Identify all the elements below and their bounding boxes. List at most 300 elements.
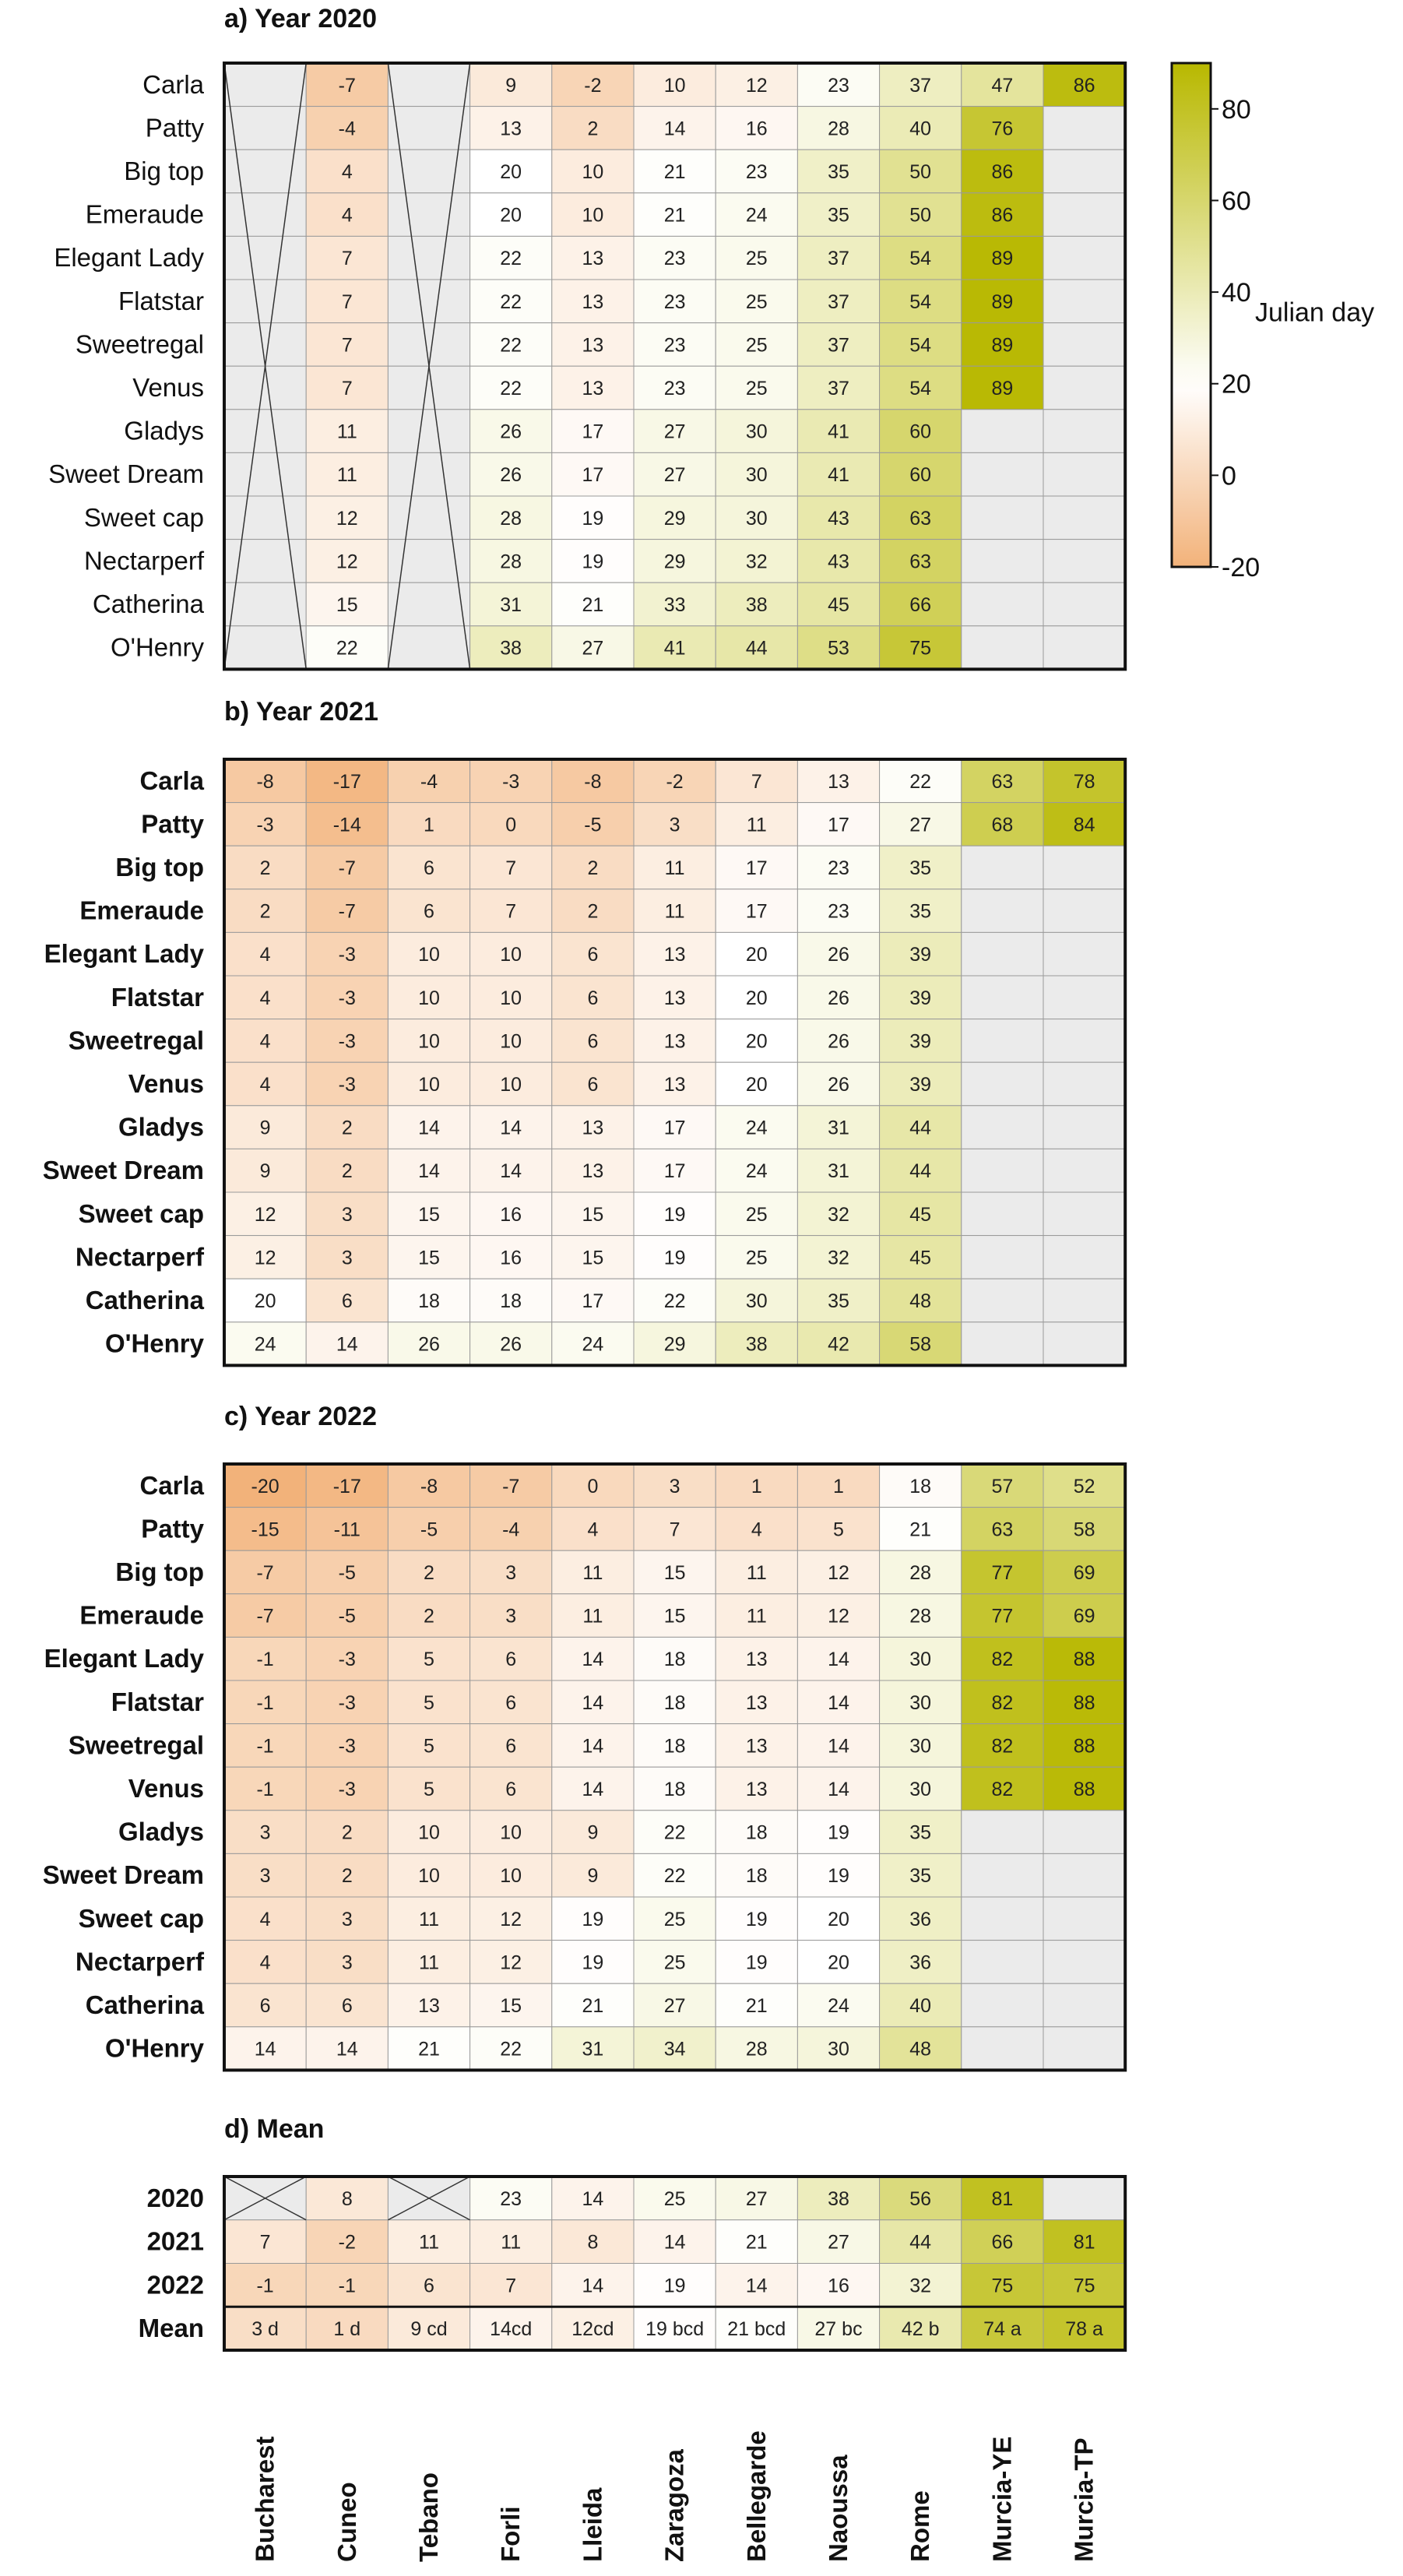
cell-value: 11 <box>746 814 767 836</box>
cell-value: 7 <box>505 2275 517 2297</box>
cell-value: 23 <box>663 334 686 357</box>
cell-value: 14 <box>582 2187 604 2210</box>
cell-value: 35 <box>909 857 932 879</box>
heatmap-cell <box>1043 410 1125 453</box>
cell-value: 75 <box>1073 2275 1095 2297</box>
cell-value: 18 <box>500 1290 522 1312</box>
heatmap-cell <box>962 1322 1043 1366</box>
cell-value: 17 <box>582 421 604 443</box>
heatmap-cell <box>1043 366 1125 410</box>
cell-value: 18 <box>663 1649 686 1671</box>
cell-value: 12 <box>828 1562 849 1584</box>
row-label: Catherina <box>85 1286 204 1314</box>
column-label: Cuneo <box>332 2482 361 2562</box>
cell-value: 14 <box>336 2038 358 2060</box>
cell-value: -1 <box>256 1691 274 1714</box>
cell-value: -3 <box>256 814 274 836</box>
column-label: Rome <box>905 2490 935 2562</box>
cell-value: 1 <box>751 1475 762 1497</box>
cell-value: 21 <box>418 2038 440 2060</box>
cell-value: 2 <box>259 857 271 879</box>
cell-value: 22 <box>909 770 932 793</box>
heatmap-cell <box>962 976 1043 1019</box>
cell-value: 10 <box>418 1865 440 1888</box>
cell-value: 88 <box>1073 1779 1095 1800</box>
cell-value: 12 <box>500 1908 522 1930</box>
cell-value: 26 <box>828 1030 849 1053</box>
column-label: Murcia-YE <box>987 2436 1017 2562</box>
cell-value: 48 <box>909 2038 932 2060</box>
cell-value: 24 <box>745 204 768 227</box>
cell-value: 2 <box>587 118 599 140</box>
cell-value: 4 <box>259 1074 271 1096</box>
cell-value: -3 <box>338 1649 356 1671</box>
heatmap-cell <box>1043 1062 1125 1106</box>
cell-value: 82 <box>991 1735 1014 1758</box>
cell-value: 26 <box>500 1333 522 1356</box>
cell-value: 10 <box>500 944 522 966</box>
cell-value: 14 <box>828 1735 849 1758</box>
cell-value: 10 <box>500 1074 522 1096</box>
cell-value: 14 <box>336 1333 358 1356</box>
cell-value: -3 <box>338 1735 356 1758</box>
cell-value: 78 a <box>1065 2318 1103 2341</box>
heatmap-cell <box>962 1062 1043 1106</box>
cell-value: 26 <box>418 1333 440 1356</box>
cell-value: 1 <box>833 1475 844 1497</box>
cell-value: 40 <box>909 1995 932 2017</box>
cell-value: 14 <box>828 1649 849 1671</box>
cell-value: 35 <box>909 1865 932 1888</box>
cell-value: -7 <box>338 900 356 923</box>
cell-value: 89 <box>991 290 1014 313</box>
cell-value: 5 <box>424 1735 434 1758</box>
row-label: Gladys <box>118 1112 204 1142</box>
cell-value: 7 <box>341 290 353 313</box>
cell-value: 16 <box>500 1247 522 1269</box>
heatmap-cell <box>962 1149 1043 1192</box>
heatmap-cell <box>388 236 469 280</box>
heatmap-cell <box>1043 193 1125 237</box>
cell-value: 17 <box>663 1160 686 1183</box>
cell-value: 10 <box>500 1821 522 1844</box>
cell-value: 20 <box>745 1030 768 1053</box>
cell-value: 21 <box>663 161 686 183</box>
cell-value: 13 <box>745 1691 768 1714</box>
cell-value: 69 <box>1073 1605 1095 1628</box>
cell-value: 10 <box>418 1821 440 1844</box>
cell-value: 11 <box>582 1562 603 1584</box>
cell-value: 45 <box>828 594 849 616</box>
cell-value: 24 <box>254 1333 276 1356</box>
cell-value: 20 <box>828 1951 849 1974</box>
cell-value: 3 <box>259 1821 271 1844</box>
cell-value: 12 <box>745 74 768 97</box>
cell-value: 6 <box>424 900 434 923</box>
row-label: Sweetregal <box>68 1026 204 1055</box>
cell-value: 23 <box>663 248 686 270</box>
cell-value: -1 <box>256 1779 274 1800</box>
cell-value: 3 <box>505 1605 517 1628</box>
cell-value: 42 <box>828 1333 849 1356</box>
cell-value: 30 <box>909 1691 932 1714</box>
cell-value: 32 <box>909 2275 932 2297</box>
heatmap-cell <box>388 366 469 410</box>
cell-value: 22 <box>663 1821 686 1844</box>
heatmap-cell <box>224 582 306 626</box>
cell-value: 66 <box>991 2231 1014 2254</box>
cell-value: 2 <box>424 1562 434 1584</box>
cell-value: 53 <box>828 637 849 660</box>
cell-value: 14 <box>663 2231 686 2254</box>
heatmap-cell <box>1043 582 1125 626</box>
cell-value: 44 <box>909 2231 932 2254</box>
cell-value: 27 <box>663 421 686 443</box>
cell-value: 15 <box>336 594 358 616</box>
cell-value: 14 <box>500 1117 522 1139</box>
heatmap-cell <box>962 1811 1043 1854</box>
colorbar-tick-label: -20 <box>1222 553 1261 582</box>
cell-value: 60 <box>909 464 932 487</box>
cell-value: 18 <box>663 1779 686 1800</box>
cell-value: -8 <box>420 1475 438 1497</box>
cell-value: 44 <box>909 1117 932 1139</box>
cell-value: 5 <box>424 1649 434 1671</box>
cell-value: 35 <box>909 1821 932 1844</box>
panel-title: a) Year 2020 <box>224 4 377 33</box>
cell-value: 2 <box>259 900 271 923</box>
cell-value: 50 <box>909 204 932 227</box>
heatmap-cell <box>962 626 1043 670</box>
cell-value: 4 <box>341 161 353 183</box>
cell-value: 20 <box>745 944 768 966</box>
cell-value: 24 <box>828 1995 849 2017</box>
heatmap-cell <box>1043 1106 1125 1149</box>
cell-value: 44 <box>909 1160 932 1183</box>
cell-value: 25 <box>745 378 768 399</box>
cell-value: 26 <box>500 464 522 487</box>
cell-value: 77 <box>991 1605 1014 1628</box>
heatmap-cell <box>962 932 1043 976</box>
cell-value: -7 <box>502 1475 520 1497</box>
cell-value: 6 <box>505 1735 517 1758</box>
heatmap-cell <box>224 236 306 280</box>
cell-value: -7 <box>338 857 356 879</box>
heatmap-cell <box>388 63 469 107</box>
cell-value: 15 <box>582 1203 604 1226</box>
cell-value: 86 <box>991 161 1014 183</box>
heatmap-cell <box>962 410 1043 453</box>
cell-value: 11 <box>501 2231 522 2254</box>
cell-value: 13 <box>663 944 686 966</box>
cell-value: 54 <box>909 378 932 399</box>
cell-value: 18 <box>909 1475 932 1497</box>
cell-value: 30 <box>909 1779 932 1800</box>
cell-value: 4 <box>259 1951 271 1974</box>
cell-value: 13 <box>663 1074 686 1096</box>
cell-value: 13 <box>500 118 522 140</box>
heatmap-cell <box>1043 626 1125 670</box>
cell-value: 12 <box>254 1203 276 1226</box>
cell-value: 54 <box>909 334 932 357</box>
heatmap-cell <box>388 280 469 323</box>
cell-value: 22 <box>500 290 522 313</box>
cell-value: 6 <box>341 1290 353 1312</box>
row-label: Sweet Dream <box>42 1860 204 1890</box>
row-label: Nectarperf <box>75 1947 204 1976</box>
cell-value: -7 <box>256 1605 274 1628</box>
row-label: O'Henry <box>104 2033 204 2063</box>
cell-value: 6 <box>587 987 599 1009</box>
cell-value: 58 <box>909 1333 932 1356</box>
cell-value: 81 <box>991 2187 1014 2210</box>
cell-value: 11 <box>419 1908 439 1930</box>
heatmap-cell <box>1043 236 1125 280</box>
cell-value: 23 <box>828 900 849 923</box>
cell-value: 13 <box>582 334 604 357</box>
cell-value: 82 <box>991 1649 1014 1671</box>
cell-value: 11 <box>746 1605 767 1628</box>
heatmap-cell <box>1043 2027 1125 2071</box>
cell-value: 10 <box>500 987 522 1009</box>
cell-value: 29 <box>663 507 686 530</box>
cell-value: 9 <box>587 1821 599 1844</box>
cell-value: 20 <box>500 204 522 227</box>
cell-value: 21 <box>745 1995 768 2017</box>
cell-value: 23 <box>663 378 686 399</box>
heatmap-cell <box>224 63 306 107</box>
cell-value: 63 <box>909 551 932 573</box>
cell-value: 39 <box>909 1030 932 1053</box>
cell-value: 27 <box>909 814 932 836</box>
cell-value: 15 <box>418 1203 440 1226</box>
cell-value: 2 <box>341 1865 353 1888</box>
cell-value: 31 <box>828 1160 849 1183</box>
cell-value: -4 <box>420 770 438 793</box>
cell-value: 30 <box>909 1735 932 1758</box>
row-label: Elegant Lady <box>44 1644 204 1673</box>
cell-value: 37 <box>828 290 849 313</box>
cell-value: 11 <box>664 857 685 879</box>
cell-value: 10 <box>418 944 440 966</box>
row-label: Carla <box>142 69 204 99</box>
cell-value: 41 <box>828 421 849 443</box>
cell-value: 3 <box>505 1562 517 1584</box>
cell-value: 88 <box>1073 1649 1095 1671</box>
colorbar-tick-label: 0 <box>1222 461 1236 491</box>
row-label: Sweet cap <box>78 1198 204 1228</box>
cell-value: 27 bc <box>814 2318 863 2341</box>
column-label: Bucharest <box>250 2436 280 2562</box>
cell-value: 7 <box>505 857 517 879</box>
cell-value: -5 <box>338 1605 356 1628</box>
cell-value: 25 <box>663 1951 686 1974</box>
column-label: Zaragoza <box>659 2449 689 2562</box>
cell-value: 39 <box>909 1074 932 1096</box>
cell-value: 13 <box>582 1160 604 1183</box>
row-label: 2021 <box>146 2226 204 2256</box>
cell-value: -8 <box>256 770 274 793</box>
heatmap-cell <box>1043 1811 1125 1854</box>
cell-value: 41 <box>828 464 849 487</box>
cell-value: 30 <box>745 1290 768 1312</box>
heatmap-cell <box>1043 1279 1125 1322</box>
column-label: Bellegarde <box>741 2430 771 2562</box>
cell-value: 4 <box>259 1030 271 1053</box>
heatmap-cell <box>1043 1236 1125 1279</box>
cell-value: -17 <box>332 770 361 793</box>
cell-value: 3 <box>341 1908 353 1930</box>
cell-value: 19 <box>745 1951 768 1974</box>
row-label: Elegant Lady <box>54 243 204 273</box>
row-label: Emeraude <box>79 896 204 925</box>
cell-value: 21 <box>582 1995 604 2017</box>
cell-value: 32 <box>828 1203 849 1226</box>
cell-value: 88 <box>1073 1691 1095 1714</box>
cell-value: -11 <box>333 1519 360 1541</box>
cell-value: 4 <box>259 987 271 1009</box>
cell-value: 43 <box>828 507 849 530</box>
cell-value: 60 <box>909 421 932 443</box>
heatmap-cell <box>962 540 1043 583</box>
row-label: Big top <box>115 853 204 882</box>
cell-value: 26 <box>828 987 849 1009</box>
cell-value: 12 <box>828 1605 849 1628</box>
cell-value: 17 <box>582 464 604 487</box>
cell-value: 2 <box>341 1117 353 1139</box>
colorbar-tick-label: 60 <box>1222 186 1251 216</box>
cell-value: 19 <box>582 1908 604 1930</box>
cell-value: 19 <box>663 1203 686 1226</box>
cell-value: 27 <box>828 2231 849 2254</box>
heatmap-cell <box>962 1279 1043 1322</box>
cell-value: 19 <box>582 1951 604 1974</box>
row-label: Patty <box>141 1514 204 1543</box>
cell-value: 76 <box>991 118 1014 140</box>
cell-value: 10 <box>663 74 686 97</box>
heatmap-cell <box>1043 540 1125 583</box>
cell-value: 10 <box>500 1865 522 1888</box>
heatmap-cell <box>388 410 469 453</box>
cell-value: -1 <box>256 2275 274 2297</box>
cell-value: 6 <box>587 944 599 966</box>
cell-value: 34 <box>663 2038 686 2060</box>
row-label: Nectarperf <box>75 1242 204 1272</box>
cell-value: 25 <box>745 1247 768 1269</box>
row-label: 2022 <box>146 2270 204 2300</box>
cell-value: 30 <box>745 507 768 530</box>
cell-value: 13 <box>582 248 604 270</box>
row-label: Sweetregal <box>68 1730 204 1760</box>
cell-value: 6 <box>587 1074 599 1096</box>
heatmap-cell <box>1043 1192 1125 1236</box>
cell-value: 24 <box>582 1333 604 1356</box>
row-label: Carla <box>139 1470 204 1500</box>
cell-value: 2 <box>341 1160 353 1183</box>
cell-value: -3 <box>338 944 356 966</box>
cell-value: 35 <box>828 204 849 227</box>
cell-value: 3 <box>341 1951 353 1974</box>
cell-value: 4 <box>751 1519 762 1541</box>
heatmap-cell <box>962 1941 1043 1984</box>
heatmap-cell <box>224 280 306 323</box>
cell-value: 20 <box>828 1908 849 1930</box>
cell-value: 14 <box>500 1160 522 1183</box>
cell-value: 2 <box>424 1605 434 1628</box>
cell-value: -17 <box>332 1475 361 1497</box>
cell-value: 15 <box>418 1247 440 1269</box>
cell-value: 77 <box>991 1562 1014 1584</box>
heatmap-cell <box>224 193 306 237</box>
heatmap-cell <box>962 1192 1043 1236</box>
cell-value: 11 <box>582 1605 603 1628</box>
column-label: Naoussa <box>824 2455 853 2562</box>
cell-value: 14cd <box>490 2318 533 2341</box>
cell-value: 2 <box>587 857 599 879</box>
cell-value: 19 <box>828 1865 849 1888</box>
cell-value: 50 <box>909 161 932 183</box>
panel-title: b) Year 2021 <box>224 697 378 727</box>
cell-value: 9 <box>505 74 517 97</box>
cell-value: 6 <box>505 1779 517 1800</box>
cell-value: 45 <box>909 1247 932 1269</box>
cell-value: 15 <box>582 1247 604 1269</box>
colorbar <box>1172 63 1211 567</box>
cell-value: 29 <box>663 551 686 573</box>
cell-value: -15 <box>251 1519 280 1541</box>
cell-value: 23 <box>663 290 686 313</box>
cell-value: 13 <box>745 1649 768 1671</box>
cell-value: 22 <box>663 1865 686 1888</box>
cell-value: 17 <box>663 1117 686 1139</box>
cell-value: 2 <box>341 1821 353 1844</box>
cell-value: 38 <box>828 2187 849 2210</box>
cell-value: -14 <box>332 814 361 836</box>
cell-value: -5 <box>420 1519 438 1541</box>
cell-value: 14 <box>582 1649 604 1671</box>
cell-value: 7 <box>341 334 353 357</box>
cell-value: 14 <box>582 1779 604 1800</box>
cell-value: 10 <box>582 161 604 183</box>
cell-value: 20 <box>254 1290 276 1312</box>
cell-value: 27 <box>663 1995 686 2017</box>
cell-value: 89 <box>991 248 1014 270</box>
cell-value: 25 <box>745 248 768 270</box>
cell-value: -1 <box>256 1649 274 1671</box>
cell-value: 26 <box>500 421 522 443</box>
cell-value: 1 d <box>333 2318 361 2341</box>
cell-value: -3 <box>338 1030 356 1053</box>
heatmap-cell <box>388 323 469 367</box>
heatmap-cell <box>962 452 1043 496</box>
row-label: Catherina <box>92 589 204 618</box>
cell-value: 29 <box>663 1333 686 1356</box>
row-label: 2020 <box>146 2183 204 2212</box>
row-label: Patty <box>141 809 204 839</box>
cell-value: -8 <box>584 770 602 793</box>
cell-value: 24 <box>745 1160 768 1183</box>
cell-value: -4 <box>338 118 356 140</box>
cell-value: 68 <box>991 814 1014 836</box>
cell-value: 25 <box>745 334 768 357</box>
cell-value: 31 <box>500 594 522 616</box>
cell-value: 13 <box>663 987 686 1009</box>
heatmap-cell <box>962 496 1043 540</box>
cell-value: 19 <box>582 507 604 530</box>
cell-value: 3 <box>259 1865 271 1888</box>
row-label: Sweet cap <box>83 502 204 532</box>
cell-value: 5 <box>424 1691 434 1714</box>
